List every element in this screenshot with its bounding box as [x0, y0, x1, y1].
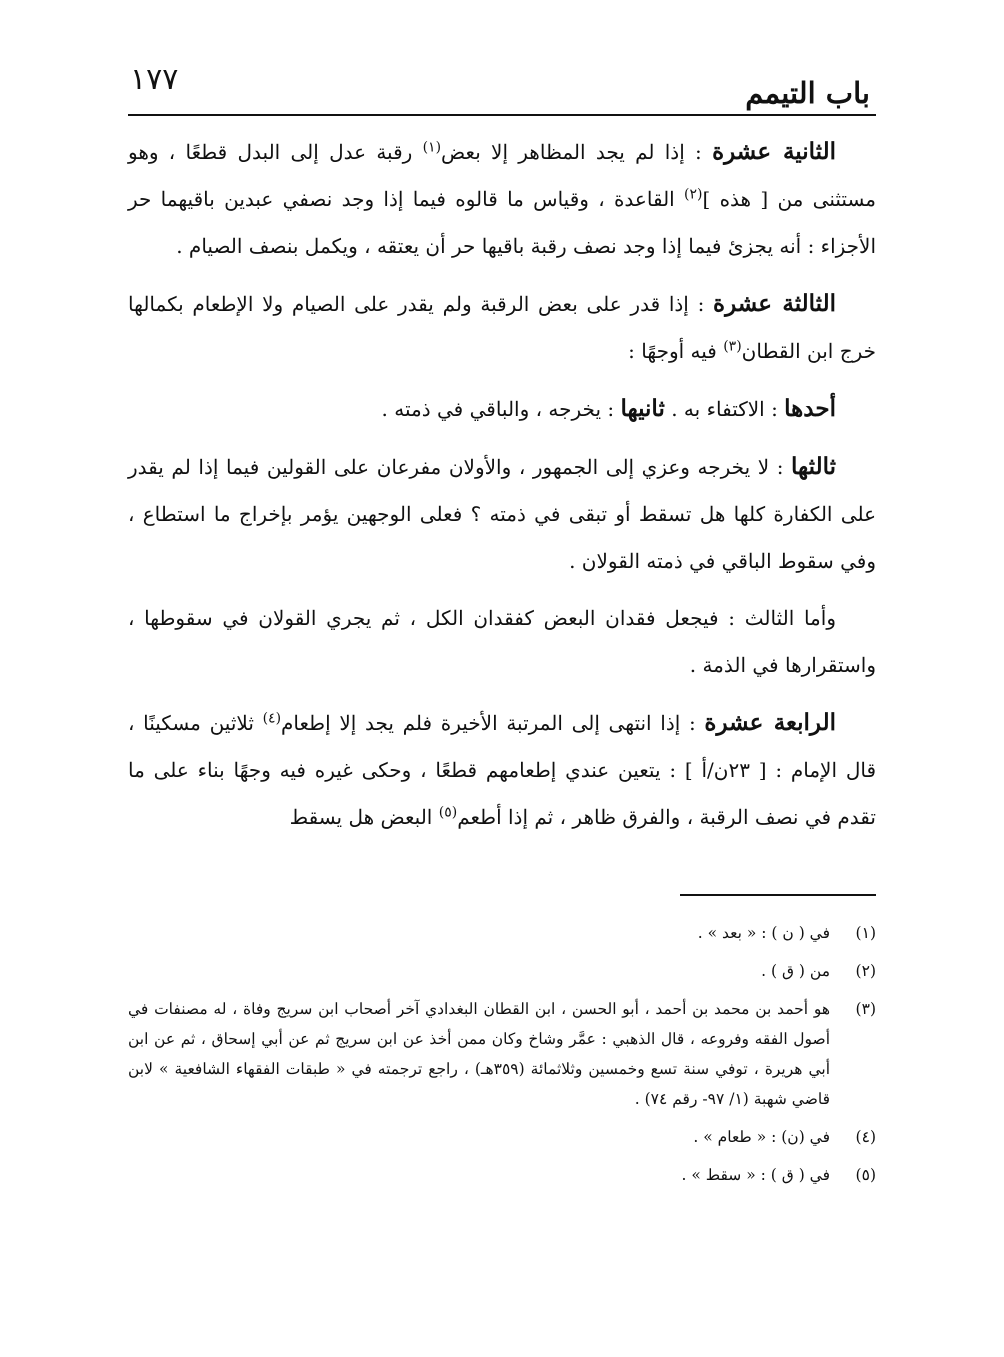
paragraph-text: : إذا قدر على بعض الرقبة ولم يقدر على الصيام ولا الإطعام بكمالها خرج ابن القطان — [128, 292, 876, 363]
main-text — [128, 128, 876, 851]
footnote — [128, 1160, 876, 1190]
footnote — [128, 918, 876, 948]
footnote-marker: (٥) — [438, 804, 458, 821]
footnote — [128, 1122, 876, 1152]
page-number: ١٧٧ — [130, 62, 179, 97]
footnote-marker: (٢) — [684, 186, 703, 203]
footnote-marker: (٤) — [262, 710, 282, 727]
header-divider — [128, 114, 876, 116]
paragraph-text: : الاكتفاء به . — [664, 397, 785, 421]
paragraph-text: : إذا انتهى إلى المرتبة الأخيرة فلم يجد إلا إطعام — [281, 711, 705, 735]
paragraph-text: القاعدة ، وقياس ما قالوه فيما إذا وجد نصفي عبدين باقيهما حر الأجزاء : أنه يجزئ فيما إذا وجد نصف رقبة باقيها حر أن يعتقه ، ويكمل بنصف الصيام . — [128, 187, 876, 258]
footnote-number: (١) — [855, 924, 876, 942]
paragraph-heading: ثالثها — [791, 453, 836, 480]
footnote-text: في ( ق ) : « سقط » . — [681, 1166, 830, 1184]
paragraph-text: فيه أوجهًا : — [628, 339, 724, 363]
footnotes — [128, 918, 876, 1198]
paragraph-options-1-2 — [128, 385, 876, 433]
paragraph-text: ثلاثين مسكينًا ، قال الإمام : [ ٢٣ن/أ ] : يتعين عندي إطعامهم قطعًا ، وحكى غيره فيه وجهًا بناء على ما تقدم في نصف الرقبة ، والفرق ظاهر ، ثم إذا أطعم — [128, 711, 876, 829]
footnote-number: (٤) — [855, 1128, 876, 1146]
page-header — [128, 58, 876, 110]
paragraph-heading: الثانية عشرة — [712, 138, 836, 165]
paragraph-heading: الثالثة عشرة — [713, 290, 836, 317]
paragraph-12 — [128, 128, 876, 270]
footnote-text: من ( ق ) . — [761, 962, 830, 980]
paragraph-text: وأما الثالث : فيجعل فقدان البعض كفقدان الكل ، ثم يجري القولان في سقوطها ، واستقرارها في الذمة . — [128, 606, 876, 677]
footnote-number: (٣) — [855, 1000, 876, 1018]
footnote-marker: (١) — [422, 139, 442, 156]
paragraph-text: : يخرجه ، والباقي في ذمته . — [381, 397, 621, 421]
paragraph-option-3 — [128, 443, 876, 585]
paragraph-13 — [128, 280, 876, 375]
paragraph-text: البعض هل يسقط — [289, 805, 439, 829]
paragraph-third-view — [128, 595, 876, 689]
footnote-marker: (٣) — [723, 338, 742, 355]
paragraph-text: : لا يخرجه وعزي إلى الجمهور ، والأولان مفرعان على القولين فيما إذا لم يقدر على الكفارة كلها هل تسقط أو تبقى في ذمته ؟ فعلى الوجهين يؤمر بإخراج ما استطاع ، وفي سقوط الباقي في ذمته القولان . — [128, 455, 876, 573]
footnote — [128, 956, 876, 986]
paragraph-text: رقبة عدل إلى البدل قطعًا ، وهو مستثنى من [ هذه ] — [128, 140, 877, 211]
paragraph-14 — [128, 699, 876, 841]
footnote-text: في (ن) : « طعام » . — [693, 1128, 830, 1146]
chapter-title: باب التيمم — [745, 76, 870, 110]
footnote-number: (٥) — [855, 1166, 876, 1184]
footnote-divider — [680, 894, 876, 896]
footnote-text: في ( ن ) : « بعد » . — [697, 924, 830, 942]
footnote — [128, 994, 876, 1114]
paragraph-heading: ثانيها — [620, 395, 665, 422]
paragraph-text: : إذا لم يجد المظاهر إلا بعض — [441, 140, 713, 164]
paragraph-heading: أحدها — [784, 395, 836, 422]
footnote-text: هو أحمد بن محمد بن أحمد ، أبو الحسن ، ابن القطان البغدادي آخر أصحاب ابن سريج وفاة ، له مصنفات في أصول الفقه وفروعه ، قال الذهبي : عمَّر وشاخ وكان ممن أخذ عن ابن سريج ثم عن أبي إسحاق ، ثم عن ابن أبي هريرة ، توفي سنة تسع وخمسين وثلاثمائة (٣٥٩هـ) ، راجع ترجمته في « طبقات الفقهاء الشافعية » لابن قاضي شهبة (١/ ٩٧- رقم ٧٤) . — [128, 1000, 831, 1108]
paragraph-heading: الرابعة عشرة — [704, 709, 837, 736]
footnote-number: (٢) — [855, 962, 876, 980]
